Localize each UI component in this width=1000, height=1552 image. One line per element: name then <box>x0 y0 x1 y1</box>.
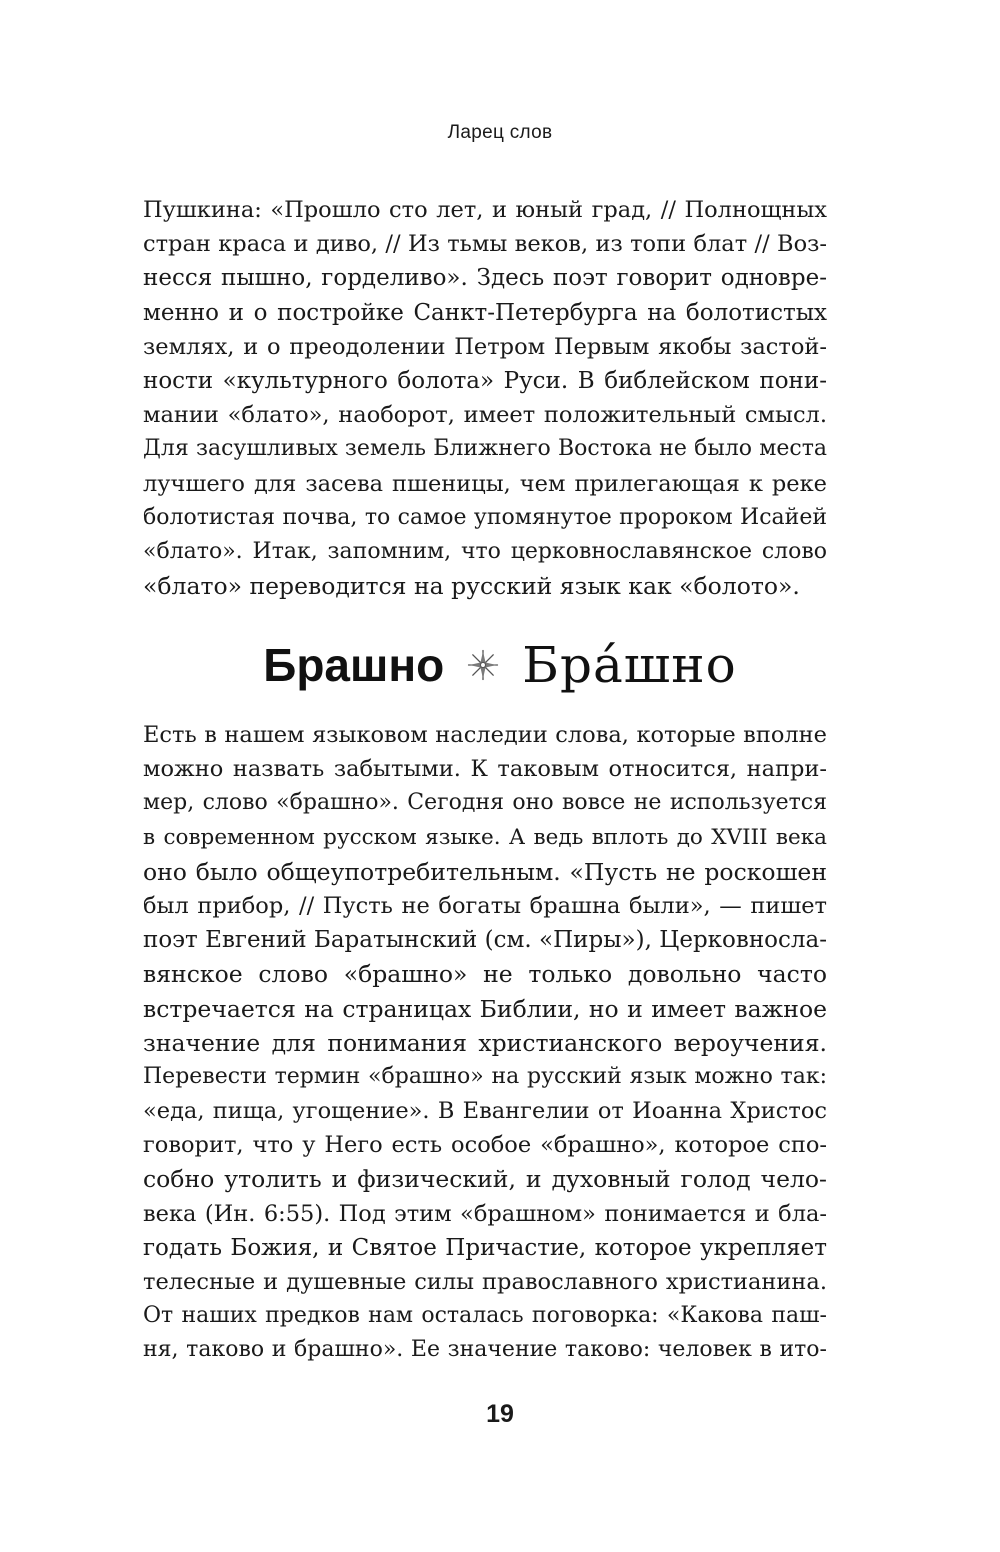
text-line: болотистая почва, то самое упомянутое пророком Исайей <box>143 504 827 530</box>
text-line: можно назвать забытыми. К таковым относится, напри- <box>143 756 827 783</box>
text-line: в современном русском языке. А ведь вплоть до XVIII века <box>143 824 827 850</box>
text-line: оно было общеупотребительным. «Пусть не роскошен <box>143 857 827 886</box>
text-line: значение для понимания христианского вероучения. <box>143 1028 827 1057</box>
text-line: Есть в нашем языковом наследии слова, которые вполне <box>143 722 827 748</box>
text-line: лучшего для засева пшеницы, чем прилегающая к реке <box>143 470 827 497</box>
text-line: несся пышно, горделиво». Здесь поэт говорит одновре- <box>143 265 827 292</box>
text-line: менно и о постройке Санкт-Петербурга на болотистых <box>143 299 827 326</box>
text-line: ня, таково и брашно». Ее значение таково: человек в ито- <box>143 1337 827 1363</box>
page-number: 19 <box>486 1400 514 1428</box>
text-line: землях, и о преодолении Петром Первым якобы застой- <box>143 333 827 360</box>
text-line: собно утолить и физический, и духовный голод чело- <box>143 1165 827 1194</box>
heading-church-slavonic: Бра́шно <box>522 636 737 694</box>
star-flower-icon <box>466 648 500 682</box>
text-line: «еда, пища, угощение». В Евангелии от Иоанна Христос <box>143 1098 827 1125</box>
text-line: стран краса и диво, // Из тьмы веков, из топи блат // Воз- <box>143 231 827 258</box>
heading-russian: Брашно <box>263 639 445 691</box>
text-line: века (Ин. 6:55). Под этим «брашном» понимается и бла- <box>143 1200 827 1227</box>
text-line: мер, слово «брашно». Сегодня оно вовсе не используется <box>143 790 827 816</box>
text-line: телесные и душевные силы православного христианина. <box>143 1269 827 1295</box>
text-line: «блато». Итак, запомним, что церковнославянское слово <box>143 538 827 564</box>
text-line: мании «блато», наоборот, имеет положительный смысл. <box>143 402 827 429</box>
text-line: От наших предков нам осталась поговорка: «Какова паш- <box>143 1303 827 1329</box>
text-line: поэт Евгений Баратынский (см. «Пиры»), Церковносла- <box>143 927 827 954</box>
text-line: Для засушливых земель Ближнего Востока не было места <box>143 436 827 462</box>
running-head: Ларец слов <box>447 122 553 143</box>
text-line: годать Божия, и Святое Причастие, которое укрепляет <box>143 1234 827 1261</box>
text-line: Пушкина: «Прошло сто лет, и юный град, // Полнощных <box>143 197 827 223</box>
paragraph-blato-continuation <box>143 193 827 603</box>
text-line: «блато» переводится на русский язык как «болото». <box>143 572 800 601</box>
section-heading <box>0 636 1000 694</box>
text-line: был прибор, // Пусть не богаты брашна были», — пишет <box>143 892 827 919</box>
text-line: Перевести термин «брашно» на русский язык можно так: <box>143 1063 827 1089</box>
text-line: вянское слово «брашно» не только довольно часто <box>143 960 827 989</box>
text-line: ности «культурного болота» Руси. В библейском пони- <box>143 367 827 394</box>
paragraph-brashno <box>143 718 827 1368</box>
text-line: встречается на страницах Библии, но и имеет важное <box>143 994 827 1023</box>
text-line: говорит, что у Него есть особое «брашно», которое спо- <box>143 1132 827 1159</box>
